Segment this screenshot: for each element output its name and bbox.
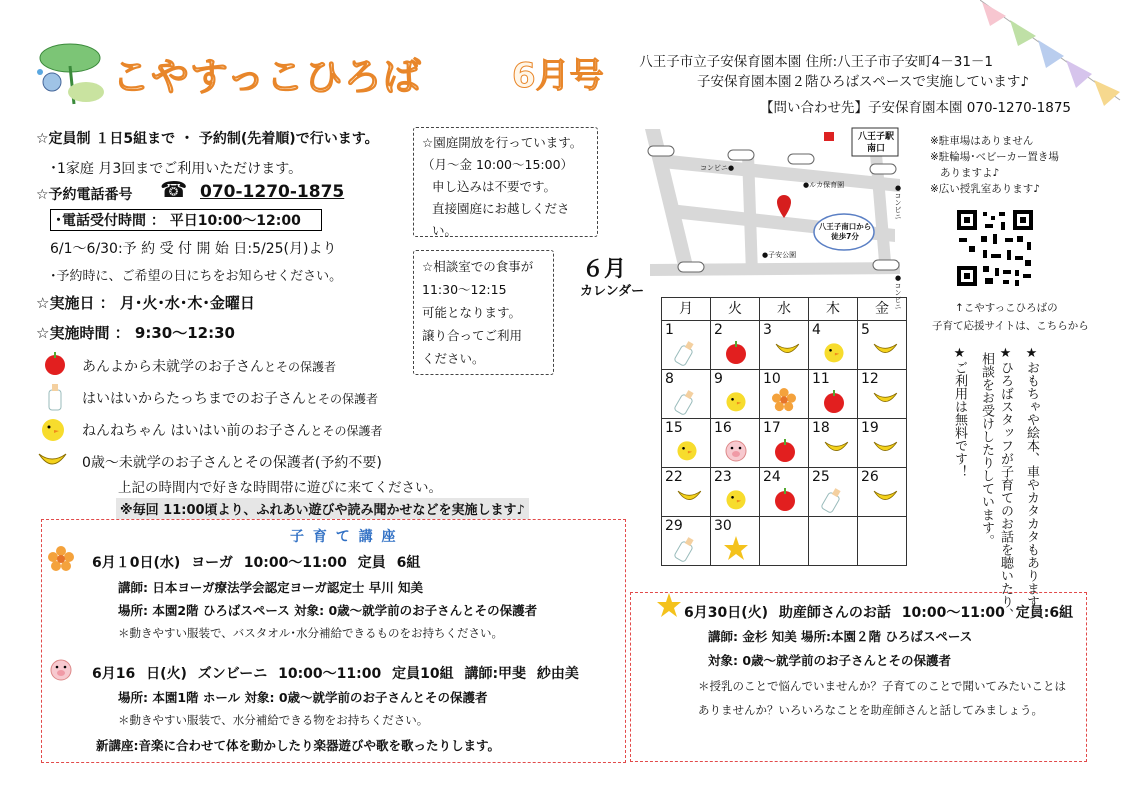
bottle-icon — [674, 339, 696, 371]
calendar-day-number: 24 — [763, 469, 781, 485]
calendar-day-cell — [662, 517, 711, 566]
qr-caption-1: ↑こやすっこひろばの — [955, 302, 1058, 314]
meal-l2: 11:30～12:15 — [422, 282, 507, 297]
calendar-day-cell — [809, 321, 858, 370]
calendar-title: ６月 — [582, 257, 627, 282]
legend-text: ねんねちゃん はいはい前のお子さん — [82, 423, 311, 439]
calendar-day-cell — [711, 468, 760, 517]
address-line: 八王子市立子安保育園本園 住所:八王子市子安町4－31－1 — [639, 54, 993, 70]
banana-icon — [674, 486, 704, 512]
note-nursing: ※広い授乳室あります♪ — [930, 183, 1040, 195]
weekday-fri: 金 — [858, 298, 907, 321]
right-notes — [930, 133, 1059, 197]
chick-icon — [674, 437, 700, 467]
yoga-place: 場所: 本園2階 ひろばスペース 対象: 0歳～就学前のお子さんとその保護者 — [118, 603, 538, 618]
note-parking: ※駐車場はありません — [930, 135, 1034, 147]
calendar-day-number: 30 — [714, 518, 732, 534]
banana-icon — [870, 437, 900, 463]
legend-text: あんよから未就学のお子さん — [82, 359, 264, 375]
apple-icon — [821, 388, 847, 418]
calendar-day-number: 15 — [665, 420, 683, 436]
legend-suffix: とその保護者 — [310, 424, 383, 438]
bottle-icon — [821, 486, 843, 518]
issue-label: 6月号 — [512, 56, 604, 96]
banana-icon — [870, 339, 900, 365]
qr-code-icon[interactable] — [955, 208, 1035, 288]
location-line: 子安保育園本園２階ひろばスペースで実施しています♪ — [697, 74, 1029, 90]
chick-icon — [821, 339, 847, 369]
calendar-day-number: 2 — [714, 322, 723, 338]
vertical-note-staff-a: ★ひろばスタッフが子育てのお話を聴いたり、 — [998, 346, 1013, 621]
calendar-day-cell — [809, 370, 858, 419]
calendar-day-cell — [858, 419, 907, 468]
midwife-note-1: ＊授乳のことで悩んでいませんか？子育てのことで聞いてみたいことは — [698, 679, 1066, 693]
apple-icon — [723, 339, 749, 369]
garden-open-l2: （月～金 10:00～15:00） — [422, 157, 574, 172]
calendar-day-number: 26 — [861, 469, 879, 485]
meal-l4: 譲り合ってご利用 — [422, 328, 523, 343]
calendar-day-number: 18 — [812, 420, 830, 436]
legend-row-banana — [82, 452, 382, 472]
calendar-table — [661, 297, 907, 566]
calendar-week-row — [662, 419, 907, 468]
legend-row-bottle — [82, 388, 378, 408]
calendar-day-number: 22 — [665, 469, 683, 485]
star-icon — [723, 535, 749, 565]
calendar-day-cell — [760, 419, 809, 468]
calendar-day-cell — [662, 370, 711, 419]
course-heading: 子 育 て 講 座 — [290, 529, 398, 545]
zumbini-note: ＊動きやすい服装で、水分補給できる物をお持ちください。 — [118, 713, 429, 727]
calendar-day-number: 12 — [861, 371, 879, 387]
legend-bottle-icon — [44, 382, 66, 416]
calendar-week-row — [662, 517, 907, 566]
calendar-day-number: 3 — [763, 322, 772, 338]
garden-open-l1: ☆園庭開放を行っています。 — [422, 135, 583, 150]
reservation-note: ･予約時に、ご希望の日にちをお知らせください。 — [50, 269, 343, 284]
apple-icon — [772, 486, 798, 516]
midwife-note-2: ありませんか？いろいろなことを助産師さんと話してみましょう。 — [698, 703, 1043, 717]
calendar-day-cell — [760, 321, 809, 370]
legend-text: はいはいからたっちまでのお子さん — [82, 391, 306, 407]
calendar-day-cell — [858, 370, 907, 419]
meal-l5: ください。 — [422, 351, 485, 366]
midwife-teacher: 講師: 金杉 知美 場所:本園２階 ひろばスペース — [708, 629, 973, 644]
map-conv2: ●コンビニ — [894, 184, 902, 220]
calendar-day-number: 23 — [714, 469, 732, 485]
note-bicycle: ※駐輪場･ベビーカー置き場 — [930, 151, 1059, 163]
calendar-day-number: 29 — [665, 518, 683, 534]
chick-icon — [723, 388, 749, 418]
free-time-note: 上記の時間内で好きな時間帯に遊びに来てください。 — [118, 480, 442, 496]
map-conv3: ●コンビニ — [894, 274, 902, 310]
map-park: ●子安公園 — [762, 251, 797, 259]
calendar-day-number: 16 — [714, 420, 732, 436]
calendar-week-row — [662, 370, 907, 419]
flower-icon — [48, 546, 74, 572]
calendar-week-row — [662, 468, 907, 517]
telephone-icon: ☎ — [160, 178, 188, 203]
bottle-icon — [674, 388, 696, 420]
legend-chick-icon — [38, 414, 68, 448]
banana-icon — [870, 486, 900, 512]
phone-number[interactable]: 070-1270-1875 — [200, 182, 345, 202]
reception-hours: ･電話受付時間 ： 平日10:00～12:00 — [50, 209, 322, 231]
calendar-day-cell — [662, 419, 711, 468]
flower-icon — [772, 388, 796, 416]
meal-l3: 可能となります。 — [422, 305, 522, 320]
legend-text: 0歳～未就学のお子さんとその保護者(予約不要) — [82, 455, 382, 471]
banana-icon — [772, 339, 802, 365]
zumbini-place: 場所: 本園1階 ホール 対象: 0歳～就学前のお子さんとその保護者 — [118, 690, 488, 705]
star-icon — [656, 592, 682, 618]
calendar-day-cell — [809, 468, 858, 517]
vertical-note-toys: ★おもちゃや絵本、車やカタカタもあります。 — [1024, 346, 1039, 621]
yoga-teacher: 講師: 日本ヨーガ療法学会認定ヨーガ認定士 早川 知美 — [118, 580, 424, 595]
garden-open-l3: 申し込みは不要です。 — [432, 179, 557, 194]
banana-icon — [870, 388, 900, 414]
map-bubble-label: 八王子南口から徒歩7分 — [818, 222, 872, 241]
calendar-day-cell — [711, 321, 760, 370]
vertical-note-free: ★ご利用は無料です！ — [952, 346, 967, 478]
calendar-day-number: 11 — [812, 371, 830, 387]
calendar-day-number: 4 — [812, 322, 821, 338]
hours-line: ☆実施時間 ： 9:30～12:30 — [36, 324, 235, 342]
calendar-day-cell — [662, 321, 711, 370]
calendar-day-number: 17 — [763, 420, 781, 436]
banana-icon — [821, 437, 851, 463]
calendar-day-number: 25 — [812, 469, 830, 485]
calendar-day-number: 19 — [861, 420, 879, 436]
garden-open-box — [413, 127, 598, 237]
weekday-mon: 月 — [662, 298, 711, 321]
yoga-title: 6月１0日(水) ヨーガ 10:00～11:00 定員 6組 — [92, 555, 421, 571]
calendar-day-number: 8 — [665, 371, 674, 387]
calendar-day-cell — [760, 517, 809, 566]
calendar-day-cell — [760, 468, 809, 517]
calendar-day-cell — [711, 419, 760, 468]
calendar-day-number: 10 — [763, 371, 781, 387]
reservation-period: 6/1～6/30:予 約 受 付 開 始 日:5/25(月)より — [50, 241, 337, 257]
page-title: こやすっこひろば — [112, 55, 422, 99]
legend-row-chick — [82, 420, 382, 440]
calendar-day-cell — [711, 517, 760, 566]
limit-line: ･1家庭 月3回までご利用いただけます。 — [50, 161, 303, 177]
calendar-day-cell — [809, 419, 858, 468]
qr-caption-2: 子育て応援サイトは、こちらから — [932, 320, 1089, 332]
calendar-day-cell — [809, 517, 858, 566]
midwife-title: 6月30日(火) 助産師さんのお話 10:00～11:00 定員:6組 — [684, 605, 1074, 621]
calendar-day-cell — [858, 321, 907, 370]
bunting-decoration — [980, 0, 1123, 110]
legend-apple-icon — [42, 350, 68, 380]
map-station-label: 八王子駅南口 — [857, 132, 894, 154]
calendar-day-number: 1 — [665, 322, 674, 338]
legend-row-apple — [82, 356, 336, 376]
calendar-day-cell — [662, 468, 711, 517]
calendar-day-cell — [711, 370, 760, 419]
meal-box — [413, 250, 554, 375]
map-hoikuen: ●ルカ保育園 — [803, 181, 845, 189]
calendar-subtitle: カレンダー — [580, 284, 645, 299]
weekday-wed: 水 — [760, 298, 809, 321]
apple-icon — [772, 437, 798, 467]
midwife-target: 対象: 0歳～就学前のお子さんとその保護者 — [708, 653, 952, 668]
legend-suffix: とその保護者 — [306, 392, 379, 406]
chick-icon — [723, 486, 749, 516]
map-conv1: コンビニ● — [700, 164, 735, 172]
meal-l1: ☆相談室での食事が — [422, 259, 534, 274]
pig-icon — [48, 656, 74, 682]
contact-line: 【問い合わせ先】子安保育園本園 070-1270-1875 — [759, 100, 1071, 116]
leaf-logo-icon — [30, 36, 110, 106]
legend-banana-icon — [36, 448, 68, 478]
calendar-day-cell — [760, 370, 809, 419]
weekday-tue: 火 — [711, 298, 760, 321]
garden-open-l4: 直接園庭にお越しください。 — [432, 201, 570, 238]
yoga-note: ＊動きやすい服装で、バスタオル･水分補給できるものをお持ちください。 — [118, 626, 504, 640]
calendar-day-cell — [858, 468, 907, 517]
phone-label: ☆予約電話番号 — [36, 187, 133, 203]
zumbini-title: 6月16 日(火) ズンビーニ 10:00～11:00 定員10組 講師:甲斐 紗由美 — [92, 666, 579, 682]
calendar-day-number: 9 — [714, 371, 723, 387]
calendar-day-cell — [858, 517, 907, 566]
capacity-line: ☆定員制 １日5組まで ・ 予約制(先着順)で行います。 — [36, 131, 379, 147]
weekday-thu: 木 — [809, 298, 858, 321]
calendar-day-number: 5 — [861, 322, 870, 338]
bottle-icon — [674, 535, 696, 567]
pig-icon — [723, 437, 749, 467]
days-line: ☆実施日 ： 月･火･水･木･金曜日 — [36, 294, 255, 312]
legend-suffix: とその保護者 — [264, 360, 337, 374]
vertical-note-staff-b: 相談をお受けしたりしています。 — [979, 352, 994, 547]
calendar-week-row — [662, 321, 907, 370]
new-course-note: 新講座:音楽に合わせて体を動かしたり楽器遊びや歌を歌ったりします。 — [96, 738, 501, 753]
activity-note: ※毎回 11:00頃より、ふれあい遊びや読み聞かせなどを実施します♪ — [116, 498, 529, 519]
note-bicycle-2: ありますよ♪ — [940, 167, 1000, 179]
